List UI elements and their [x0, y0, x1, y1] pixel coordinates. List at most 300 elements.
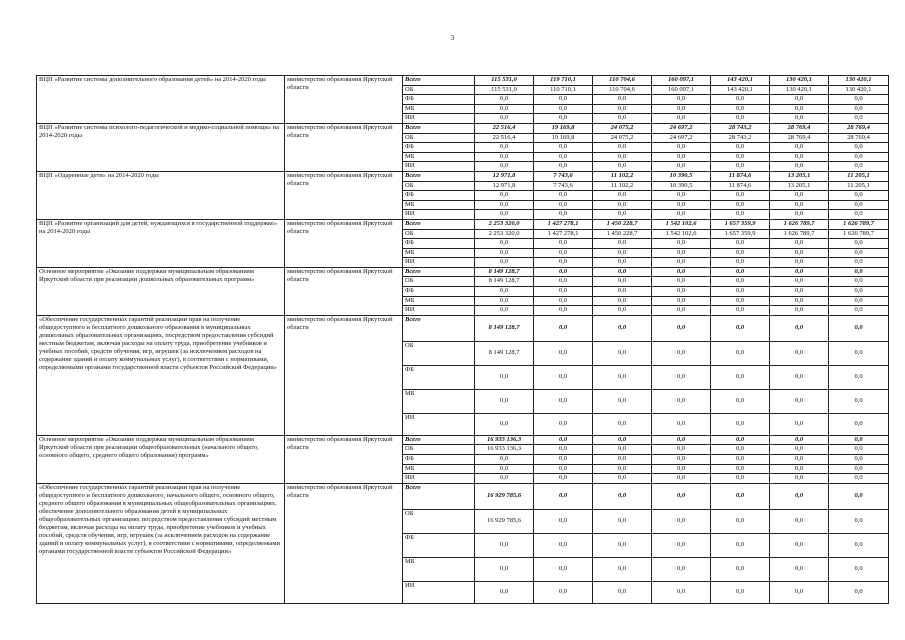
amount-cell: 1 626 789,7 — [770, 219, 829, 229]
amount-cell: 0,0 — [829, 143, 889, 153]
executor: министерство образования Иркутской области — [285, 435, 403, 483]
amount-cell: 28 769,4 — [829, 123, 889, 133]
amount-cell: 1 450 228,7 — [593, 219, 652, 229]
funding-source: Всего — [403, 171, 475, 181]
amount-cell: 0,0 — [711, 306, 770, 316]
amount-cell: 16 933 136,3 — [475, 445, 534, 455]
amount-cell: 0,0 — [652, 191, 711, 201]
funding-source: Всего — [403, 76, 475, 86]
amount-cell: 0,0 — [534, 445, 593, 455]
amount-cell: 0,0 — [829, 315, 889, 341]
amount-cell: 11 102,2 — [593, 181, 652, 191]
amount-cell: 0,0 — [829, 239, 889, 249]
amount-cell: 0,0 — [711, 152, 770, 162]
amount-cell: 16 933 136,3 — [475, 435, 534, 445]
amount-cell: 0,0 — [475, 306, 534, 316]
amount-cell: 0,0 — [534, 533, 593, 557]
funding-source: Всего — [403, 483, 475, 509]
funding-source: МБ — [403, 152, 475, 162]
amount-cell: 0,0 — [770, 143, 829, 153]
amount-cell: 0,0 — [711, 296, 770, 306]
amount-cell: 0,0 — [829, 557, 889, 581]
amount-cell: 7 743,6 — [534, 181, 593, 191]
funding-source: ОБ — [403, 277, 475, 287]
amount-cell: 0,0 — [770, 557, 829, 581]
amount-cell: 1 427 278,1 — [534, 219, 593, 229]
amount-cell: 0,0 — [475, 248, 534, 258]
amount-cell: 130 420,1 — [829, 76, 889, 86]
amount-cell: 0,0 — [593, 464, 652, 474]
amount-cell: 0,0 — [475, 464, 534, 474]
amount-cell: 143 420,1 — [711, 85, 770, 95]
amount-cell: 8 149 128,7 — [475, 277, 534, 287]
amount-cell: 0,0 — [593, 365, 652, 389]
amount-cell: 0,0 — [829, 435, 889, 445]
amount-cell: 0,0 — [711, 435, 770, 445]
executor: министерство образования Иркутской области — [285, 267, 403, 315]
amount-cell: 0,0 — [652, 296, 711, 306]
amount-cell: 0,0 — [652, 483, 711, 509]
amount-cell: 0,0 — [770, 306, 829, 316]
amount-cell: 0,0 — [711, 248, 770, 258]
amount-cell: 0,0 — [475, 104, 534, 114]
amount-cell: 0,0 — [593, 191, 652, 201]
amount-cell: 0,0 — [475, 413, 534, 435]
amount-cell: 0,0 — [829, 114, 889, 124]
amount-cell: 0,0 — [534, 341, 593, 365]
funding-source: Всего — [403, 267, 475, 277]
funding-source: МБ — [403, 389, 475, 413]
section-total-row — [37, 76, 889, 86]
amount-cell: 13 205,1 — [770, 181, 829, 191]
executor: министерство образования Иркутской области — [285, 219, 403, 267]
funding-source: ОБ — [403, 341, 475, 365]
amount-cell: 0,0 — [711, 277, 770, 287]
amount-cell: 0,0 — [534, 474, 593, 484]
amount-cell: 0,0 — [475, 287, 534, 297]
amount-cell: 0,0 — [593, 389, 652, 413]
amount-cell: 0,0 — [593, 455, 652, 465]
amount-cell: 12 971,8 — [475, 181, 534, 191]
funding-source: ОБ — [403, 229, 475, 239]
amount-cell: 0,0 — [829, 413, 889, 435]
funding-source: МБ — [403, 248, 475, 258]
amount-cell: 13 205,1 — [770, 171, 829, 181]
amount-cell: 0,0 — [711, 210, 770, 220]
measure-name: ВЦП «Развитие организаций для детей, нуждающихся в государственной поддержке» на 2014-2020 годы — [37, 219, 285, 267]
amount-cell: 11 102,2 — [593, 171, 652, 181]
amount-cell: 0,0 — [475, 210, 534, 220]
amount-cell: 0,0 — [829, 191, 889, 201]
amount-cell: 0,0 — [475, 296, 534, 306]
amount-cell: 0,0 — [475, 533, 534, 557]
amount-cell: 0,0 — [534, 162, 593, 172]
funding-source: ОБ — [403, 181, 475, 191]
amount-cell: 0,0 — [534, 296, 593, 306]
amount-cell: 0,0 — [652, 341, 711, 365]
executor: министерство образования Иркутской области — [285, 76, 403, 124]
amount-cell: 0,0 — [829, 152, 889, 162]
funding-source: МБ — [403, 296, 475, 306]
amount-cell: 1 626 789,7 — [829, 219, 889, 229]
amount-cell: 0,0 — [593, 239, 652, 249]
amount-cell: 0,0 — [770, 533, 829, 557]
measure-name: ВЦП «Развитие системы психолого-педагогической и медико-социальной помощи» на 2014-2020 годы — [37, 123, 285, 171]
amount-cell: 0,0 — [829, 104, 889, 114]
amount-cell: 0,0 — [829, 248, 889, 258]
amount-cell: 0,0 — [593, 341, 652, 365]
amount-cell: 0,0 — [711, 365, 770, 389]
amount-cell: 16 929 785,6 — [475, 483, 534, 509]
amount-cell: 0,0 — [652, 413, 711, 435]
amount-cell: 1 626 789,7 — [770, 229, 829, 239]
amount-cell: 0,0 — [534, 200, 593, 210]
amount-cell: 0,0 — [534, 210, 593, 220]
amount-cell: 0,0 — [711, 258, 770, 268]
amount-cell: 0,0 — [770, 315, 829, 341]
funding-source: ОБ — [403, 85, 475, 95]
amount-cell: 0,0 — [593, 474, 652, 484]
amount-cell: 0,0 — [652, 306, 711, 316]
funding-source: ИИ — [403, 162, 475, 172]
measure-name: «Обеспечение государственных гарантий реализации прав на получение общедоступного и бесплатного дошкольного образования в муниципальных дошкольных образовательных организациях, посредством предоставления субсидий местным бюджетам, включая расходы на оплату труда, приобретение учебников и учебных пособий, средств обучения, игр, игрушек (за исключением расходов на содержание зданий и оплату коммунальных услуг), в соответствии с нормативами, определяемыми органами государственной власти субъектов Российской Федерации» — [37, 315, 285, 435]
amount-cell: 28 769,4 — [770, 123, 829, 133]
amount-cell: 0,0 — [770, 435, 829, 445]
amount-cell: 10 390,5 — [652, 171, 711, 181]
amount-cell: 0,0 — [475, 557, 534, 581]
amount-cell: 0,0 — [652, 248, 711, 258]
amount-cell: 0,0 — [770, 95, 829, 105]
amount-cell: 0,0 — [829, 210, 889, 220]
amount-cell: 0,0 — [829, 445, 889, 455]
amount-cell: 115 531,0 — [475, 85, 534, 95]
amount-cell: 0,0 — [711, 509, 770, 533]
funding-source: ОБ — [403, 445, 475, 455]
amount-cell: 0,0 — [829, 287, 889, 297]
amount-cell: 0,0 — [534, 104, 593, 114]
amount-cell: 0,0 — [652, 104, 711, 114]
amount-cell: 0,0 — [534, 389, 593, 413]
amount-cell: 10 390,5 — [652, 181, 711, 191]
amount-cell: 0,0 — [770, 114, 829, 124]
funding-source: ФБ — [403, 143, 475, 153]
amount-cell: 7 743,6 — [534, 171, 593, 181]
amount-cell: 0,0 — [593, 104, 652, 114]
amount-cell: 0,0 — [534, 464, 593, 474]
amount-cell: 0,0 — [770, 445, 829, 455]
amount-cell: 0,0 — [652, 557, 711, 581]
amount-cell: 0,0 — [593, 162, 652, 172]
budget-table-body — [37, 76, 889, 604]
amount-cell: 24 075,2 — [593, 123, 652, 133]
amount-cell: 0,0 — [829, 533, 889, 557]
amount-cell: 0,0 — [475, 191, 534, 201]
amount-cell: 11 205,1 — [829, 181, 889, 191]
funding-source: ИИ — [403, 306, 475, 316]
amount-cell: 19 169,8 — [534, 123, 593, 133]
amount-cell: 1 542 102,6 — [652, 219, 711, 229]
amount-cell: 0,0 — [770, 258, 829, 268]
amount-cell: 22 516,4 — [475, 123, 534, 133]
amount-cell: 0,0 — [770, 389, 829, 413]
amount-cell: 0,0 — [770, 341, 829, 365]
amount-cell: 0,0 — [829, 455, 889, 465]
amount-cell: 0,0 — [770, 287, 829, 297]
funding-source: ФБ — [403, 239, 475, 249]
amount-cell: 0,0 — [711, 114, 770, 124]
amount-cell: 0,0 — [829, 277, 889, 287]
amount-cell: 0,0 — [593, 557, 652, 581]
amount-cell: 0,0 — [829, 306, 889, 316]
amount-cell: 0,0 — [652, 389, 711, 413]
amount-cell: 0,0 — [593, 445, 652, 455]
measure-name: ВЦП «Развитие системы дополнительного образования детей» на 2014-2020 годы — [37, 76, 285, 124]
amount-cell: 1 657 359,9 — [711, 229, 770, 239]
funding-source: ФБ — [403, 191, 475, 201]
funding-source: ФБ — [403, 365, 475, 389]
section-total-row — [37, 483, 889, 509]
amount-cell: 110 710,1 — [534, 85, 593, 95]
amount-cell: 0,0 — [534, 306, 593, 316]
amount-cell: 8 149 128,7 — [475, 267, 534, 277]
measure-name: Основное мероприятие «Оказание поддержки муниципальным образованиям Иркутской области при реализации дошкольных образовательных программ» — [37, 267, 285, 315]
funding-source: ИИ — [403, 581, 475, 603]
amount-cell: 0,0 — [770, 239, 829, 249]
executor: министерство образования Иркутской области — [285, 483, 403, 603]
amount-cell: 143 420,1 — [711, 76, 770, 86]
amount-cell: 0,0 — [593, 435, 652, 445]
amount-cell: 0,0 — [711, 200, 770, 210]
funding-source: ИИ — [403, 258, 475, 268]
amount-cell: 0,0 — [534, 509, 593, 533]
amount-cell: 160 097,1 — [652, 76, 711, 86]
amount-cell: 0,0 — [711, 162, 770, 172]
amount-cell: 0,0 — [652, 200, 711, 210]
amount-cell: 0,0 — [652, 435, 711, 445]
amount-cell: 0,0 — [475, 581, 534, 603]
amount-cell: 0,0 — [593, 509, 652, 533]
amount-cell: 0,0 — [711, 474, 770, 484]
amount-cell: 0,0 — [711, 287, 770, 297]
funding-source: ФБ — [403, 95, 475, 105]
amount-cell: 28 743,2 — [711, 133, 770, 143]
funding-source: ИИ — [403, 413, 475, 435]
amount-cell: 0,0 — [711, 389, 770, 413]
amount-cell: 1 450 228,7 — [593, 229, 652, 239]
amount-cell: 0,0 — [534, 483, 593, 509]
amount-cell: 11 874,6 — [711, 171, 770, 181]
amount-cell: 0,0 — [652, 143, 711, 153]
measure-name: Основное мероприятие «Оказание поддержки муниципальным образованиям Иркутской области при реализации общеобразовательных (начального общего, основного общего, среднего общего образования) программ» — [37, 435, 285, 483]
measure-name: ВЦП «Одаренные дети» на 2014-2020 годы — [37, 171, 285, 219]
amount-cell: 0,0 — [711, 483, 770, 509]
funding-source: ИИ — [403, 210, 475, 220]
amount-cell: 0,0 — [593, 210, 652, 220]
amount-cell: 0,0 — [711, 315, 770, 341]
amount-cell: 0,0 — [711, 445, 770, 455]
amount-cell: 0,0 — [652, 152, 711, 162]
amount-cell: 0,0 — [652, 287, 711, 297]
amount-cell: 0,0 — [534, 455, 593, 465]
amount-cell: 0,0 — [829, 258, 889, 268]
amount-cell: 0,0 — [770, 365, 829, 389]
amount-cell: 0,0 — [475, 389, 534, 413]
amount-cell: 0,0 — [829, 464, 889, 474]
amount-cell: 24 697,2 — [652, 123, 711, 133]
section-total-row — [37, 171, 889, 181]
amount-cell: 119 710,1 — [534, 76, 593, 86]
amount-cell: 0,0 — [475, 143, 534, 153]
section-total-row — [37, 435, 889, 445]
amount-cell: 0,0 — [770, 200, 829, 210]
funding-source: ФБ — [403, 533, 475, 557]
amount-cell: 0,0 — [770, 474, 829, 484]
amount-cell: 0,0 — [711, 143, 770, 153]
amount-cell: 0,0 — [593, 533, 652, 557]
amount-cell: 0,0 — [593, 248, 652, 258]
amount-cell: 0,0 — [534, 239, 593, 249]
amount-cell: 0,0 — [711, 104, 770, 114]
amount-cell: 0,0 — [711, 191, 770, 201]
amount-cell: 0,0 — [593, 315, 652, 341]
executor: министерство образования Иркутской области — [285, 171, 403, 219]
amount-cell: 1 626 789,7 — [829, 229, 889, 239]
amount-cell: 0,0 — [711, 239, 770, 249]
executor: министерство образования Иркутской области — [285, 123, 403, 171]
amount-cell: 160 097,1 — [652, 85, 711, 95]
amount-cell: 0,0 — [770, 152, 829, 162]
amount-cell: 0,0 — [534, 557, 593, 581]
amount-cell: 0,0 — [829, 474, 889, 484]
amount-cell: 24 075,2 — [593, 133, 652, 143]
amount-cell: 0,0 — [770, 104, 829, 114]
funding-source: ОБ — [403, 509, 475, 533]
amount-cell: 0,0 — [534, 143, 593, 153]
amount-cell: 2 253 320,0 — [475, 229, 534, 239]
amount-cell: 8 149 128,7 — [475, 315, 534, 341]
section-total-row — [37, 219, 889, 229]
amount-cell: 0,0 — [534, 191, 593, 201]
amount-cell: 130 420,1 — [770, 85, 829, 95]
amount-cell: 0,0 — [770, 267, 829, 277]
amount-cell: 0,0 — [593, 296, 652, 306]
amount-cell: 0,0 — [770, 277, 829, 287]
amount-cell: 0,0 — [652, 277, 711, 287]
funding-source: ФБ — [403, 455, 475, 465]
amount-cell: 0,0 — [652, 509, 711, 533]
amount-cell: 0,0 — [593, 114, 652, 124]
amount-cell: 0,0 — [534, 315, 593, 341]
amount-cell: 0,0 — [711, 557, 770, 581]
amount-cell: 0,0 — [475, 365, 534, 389]
amount-cell: 11 205,1 — [829, 171, 889, 181]
amount-cell: 0,0 — [652, 445, 711, 455]
amount-cell: 0,0 — [770, 464, 829, 474]
amount-cell: 1 542 102,6 — [652, 229, 711, 239]
amount-cell: 0,0 — [475, 162, 534, 172]
amount-cell: 0,0 — [711, 533, 770, 557]
amount-cell: 0,0 — [534, 413, 593, 435]
amount-cell: 0,0 — [829, 365, 889, 389]
amount-cell: 0,0 — [711, 581, 770, 603]
amount-cell: 0,0 — [652, 95, 711, 105]
amount-cell: 1 657 359,9 — [711, 219, 770, 229]
amount-cell: 0,0 — [829, 389, 889, 413]
amount-cell: 130 420,1 — [770, 76, 829, 86]
amount-cell: 0,0 — [652, 533, 711, 557]
funding-source: ОБ — [403, 133, 475, 143]
funding-source: Всего — [403, 315, 475, 341]
amount-cell: 0,0 — [829, 483, 889, 509]
amount-cell: 0,0 — [475, 455, 534, 465]
amount-cell: 110 704,6 — [593, 76, 652, 86]
amount-cell: 0,0 — [593, 258, 652, 268]
amount-cell: 0,0 — [534, 435, 593, 445]
amount-cell: 0,0 — [593, 152, 652, 162]
page-number: 3 — [450, 34, 455, 42]
amount-cell: 0,0 — [652, 315, 711, 341]
amount-cell: 0,0 — [711, 464, 770, 474]
amount-cell: 0,0 — [534, 114, 593, 124]
amount-cell: 1 427 278,1 — [534, 229, 593, 239]
amount-cell: 0,0 — [711, 413, 770, 435]
amount-cell: 0,0 — [593, 483, 652, 509]
amount-cell: 130 420,1 — [829, 85, 889, 95]
funding-source: Всего — [403, 435, 475, 445]
measure-name: «Обеспечение государственных гарантий реализации прав на получение общедоступного и бесплатного дошкольного, начального общего, основного общего, среднего общего образования в муниципальных общеобразовательных организациях, обеспечение дополнительного образования детей в муниципальных общеобразовательных организациях посредством предоставления субсидий местным бюджетам, включая расходы на оплату труда, приобретение учебников и учебных пособий, средств обучения, игр, игрушек (за исключением расходов на содержание зданий и оплату коммунальных услуг), в соответствии с нормативами, определяемыми органами государственной власти субъектов Российской Федерации» — [37, 483, 285, 603]
amount-cell: 28 769,4 — [770, 133, 829, 143]
amount-cell: 0,0 — [534, 365, 593, 389]
amount-cell: 0,0 — [829, 341, 889, 365]
amount-cell: 0,0 — [829, 200, 889, 210]
amount-cell: 0,0 — [711, 455, 770, 465]
funding-source: ИИ — [403, 114, 475, 124]
amount-cell: 0,0 — [711, 95, 770, 105]
amount-cell: 0,0 — [534, 248, 593, 258]
section-total-row — [37, 123, 889, 133]
amount-cell: 0,0 — [770, 581, 829, 603]
amount-cell: 0,0 — [652, 114, 711, 124]
budget-table — [36, 75, 889, 604]
amount-cell: 0,0 — [770, 162, 829, 172]
amount-cell: 0,0 — [593, 143, 652, 153]
amount-cell: 0,0 — [711, 341, 770, 365]
amount-cell: 0,0 — [770, 483, 829, 509]
amount-cell: 0,0 — [652, 474, 711, 484]
amount-cell: 12 971,8 — [475, 171, 534, 181]
amount-cell: 0,0 — [534, 287, 593, 297]
amount-cell: 0,0 — [534, 95, 593, 105]
funding-source: МБ — [403, 557, 475, 581]
funding-source: МБ — [403, 104, 475, 114]
amount-cell: 0,0 — [829, 162, 889, 172]
funding-source: Всего — [403, 219, 475, 229]
amount-cell: 0,0 — [770, 413, 829, 435]
amount-cell: 0,0 — [593, 287, 652, 297]
amount-cell: 11 874,6 — [711, 181, 770, 191]
amount-cell: 0,0 — [652, 258, 711, 268]
amount-cell: 0,0 — [534, 581, 593, 603]
amount-cell: 0,0 — [652, 455, 711, 465]
amount-cell: 22 516,4 — [475, 133, 534, 143]
amount-cell: 0,0 — [829, 296, 889, 306]
amount-cell: 16 929 785,6 — [475, 509, 534, 533]
amount-cell: 2 253 320,0 — [475, 219, 534, 229]
amount-cell: 0,0 — [770, 455, 829, 465]
section-total-row — [37, 267, 889, 277]
amount-cell: 0,0 — [770, 191, 829, 201]
amount-cell: 0,0 — [534, 152, 593, 162]
